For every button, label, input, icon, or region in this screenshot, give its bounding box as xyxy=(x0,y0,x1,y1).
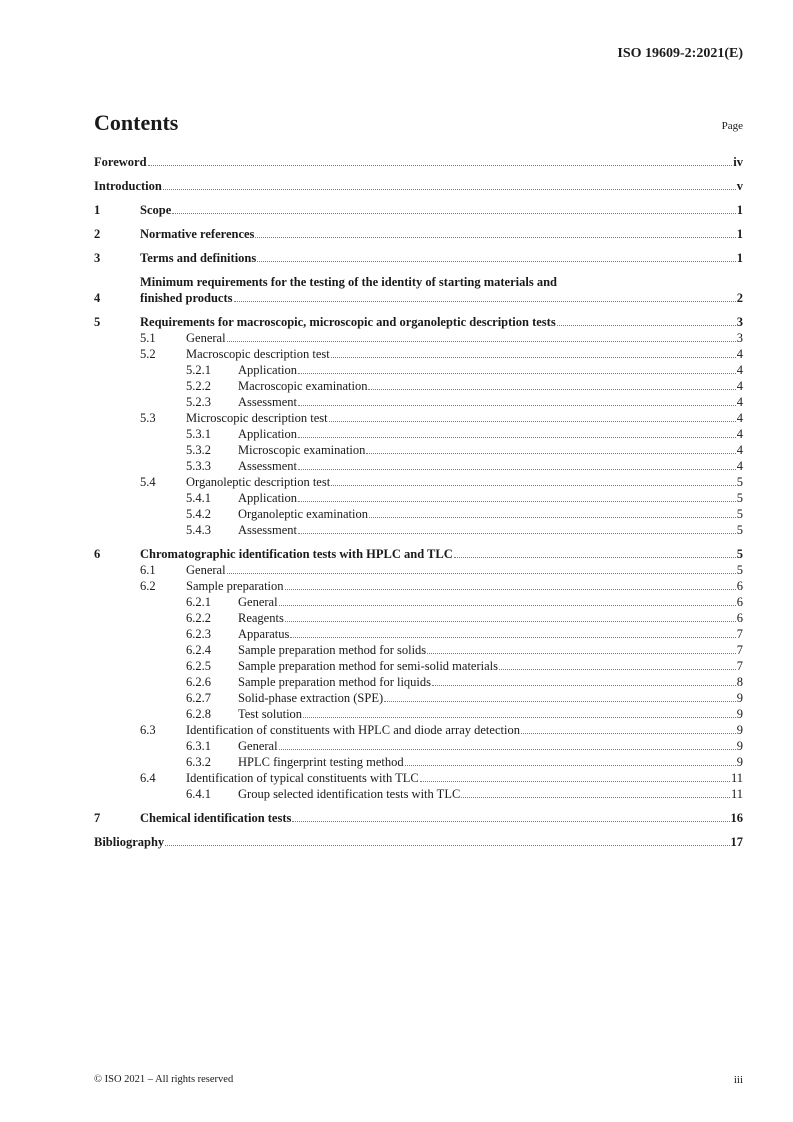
dot-leader xyxy=(227,573,736,574)
toc-entry-title: Scope xyxy=(140,203,172,217)
toc-entry-number: 1 xyxy=(94,203,101,217)
toc-entry-page: 5 xyxy=(736,563,743,577)
page-title: Contents xyxy=(94,110,179,135)
toc-entry-page: 9 xyxy=(736,707,743,721)
page-column-label: Page xyxy=(721,120,743,132)
toc-entry-number: 5.3.1 xyxy=(186,427,211,441)
toc-entry-number: 6.3 xyxy=(140,723,156,737)
dot-leader xyxy=(257,261,736,262)
toc-entry-title: Application xyxy=(238,427,298,441)
toc-entry-page: 4 xyxy=(736,395,743,409)
toc-entry-page: v xyxy=(736,179,743,193)
toc-entry-number: 5.4.1 xyxy=(186,491,211,505)
toc-entry-number: 5.4 xyxy=(140,475,156,489)
toc-entry-number: 5 xyxy=(94,315,101,329)
toc-entry-page: iv xyxy=(733,155,743,169)
dot-leader xyxy=(298,437,736,438)
toc-entry-title: Normative references xyxy=(140,227,255,241)
toc-entry[interactable] xyxy=(94,626,743,642)
toc-entry-page: 4 xyxy=(736,347,743,361)
dot-leader xyxy=(285,589,736,590)
toc-entry-title: Requirements for macroscopic, microscopic and organoleptic description tests xyxy=(140,315,556,329)
toc-entry[interactable] xyxy=(94,178,743,194)
toc-entry-number: 5.4.3 xyxy=(186,523,211,537)
toc-entry[interactable] xyxy=(94,674,743,690)
toc-entry-page: 3 xyxy=(736,315,743,329)
toc-entry[interactable] xyxy=(94,522,743,538)
toc-entry-title: Application xyxy=(238,363,298,377)
toc-entry-number: 5.3.3 xyxy=(186,459,211,473)
toc-entry-page: 7 xyxy=(736,659,743,673)
toc-entry-number: 6.2.4 xyxy=(186,643,211,657)
toc-entry[interactable] xyxy=(94,314,743,330)
toc-entry[interactable] xyxy=(94,394,743,410)
toc-entry-number: 5.1 xyxy=(140,331,156,345)
toc-entry-page: 1 xyxy=(736,251,743,265)
dot-leader xyxy=(454,557,736,558)
dot-leader xyxy=(292,821,729,822)
dot-leader xyxy=(329,421,736,422)
toc-entry-title: Solid-phase extraction (SPE) xyxy=(238,691,384,705)
dot-leader xyxy=(369,517,736,518)
toc-entry-number: 4 xyxy=(94,291,101,305)
toc-entry-number: 6.2.1 xyxy=(186,595,211,609)
toc-entry-number: 5.4.2 xyxy=(186,507,211,521)
toc-entry-page: 4 xyxy=(736,427,743,441)
dot-leader xyxy=(368,389,735,390)
dot-leader xyxy=(331,357,736,358)
toc-entry-title: Introduction xyxy=(94,179,162,193)
copyright-footer: © ISO 2021 – All rights reserved xyxy=(94,1074,234,1085)
toc-entry[interactable] xyxy=(94,154,743,170)
toc-entry-number: 7 xyxy=(94,811,101,825)
toc-entry-title: Macroscopic description test xyxy=(186,347,330,361)
toc-entry[interactable] xyxy=(94,346,743,362)
toc-entry[interactable] xyxy=(94,810,743,826)
toc-entry-title: Bibliography xyxy=(94,835,165,849)
toc-entry-number: 5.2.1 xyxy=(186,363,211,377)
toc-entry-title: Macroscopic examination xyxy=(238,379,368,393)
toc-entry[interactable] xyxy=(94,474,743,490)
toc-entry-page: 8 xyxy=(736,675,743,689)
dot-leader xyxy=(255,237,735,238)
toc-entry[interactable] xyxy=(94,786,743,802)
toc-entry-title: Assessment xyxy=(238,523,298,537)
toc-entry-page: 5 xyxy=(736,523,743,537)
toc-entry-title: Assessment xyxy=(238,459,298,473)
dot-leader xyxy=(366,453,735,454)
toc-entry[interactable] xyxy=(94,426,743,442)
toc-entry-page: 6 xyxy=(736,579,743,593)
toc-entry-number: 6.2.7 xyxy=(186,691,211,705)
toc-entry-page: 11 xyxy=(730,771,743,785)
toc-entry-number: 5.2.3 xyxy=(186,395,211,409)
dot-leader xyxy=(405,765,736,766)
dot-leader xyxy=(279,749,736,750)
toc-entry-title: Chromatographic identification tests with HPLC and TLC xyxy=(140,547,453,561)
toc-entry-title: Identification of typical constituents with TLC xyxy=(186,771,419,785)
toc-entry-title: Chemical identification tests xyxy=(140,811,292,825)
dot-leader xyxy=(172,213,736,214)
document-id-header: ISO 19609-2:2021(E) xyxy=(617,46,743,61)
toc-entry[interactable] xyxy=(94,690,743,706)
dot-leader xyxy=(420,781,730,782)
toc-entry[interactable] xyxy=(94,594,743,610)
toc-entry-title: Assessment xyxy=(238,395,298,409)
toc-entry-page: 11 xyxy=(730,787,743,801)
toc-entry-title: Sample preparation method for liquids xyxy=(238,675,432,689)
dot-leader xyxy=(148,165,733,166)
toc-entry-title: Organoleptic description test xyxy=(186,475,331,489)
toc-entry-number: 6.2.5 xyxy=(186,659,211,673)
dot-leader xyxy=(298,501,736,502)
toc-entry-number: 6.4 xyxy=(140,771,156,785)
toc-entry-title: Reagents xyxy=(238,611,284,625)
toc-entry[interactable] xyxy=(94,546,743,562)
toc-entry-page: 5 xyxy=(736,491,743,505)
dot-leader xyxy=(298,373,736,374)
toc-entry-title: Minimum requirements for the testing of the identity of starting materials and xyxy=(140,275,557,289)
toc-entry[interactable] xyxy=(94,442,743,458)
toc-entry-title: General xyxy=(186,331,226,345)
toc-entry[interactable] xyxy=(94,658,743,674)
dot-leader xyxy=(521,733,736,734)
dot-leader xyxy=(234,301,736,302)
toc-entry[interactable] xyxy=(94,330,743,346)
toc-entry-page: 4 xyxy=(736,411,743,425)
toc-entry-page: 1 xyxy=(736,203,743,217)
dot-leader xyxy=(557,325,736,326)
toc-entry-title: General xyxy=(238,595,278,609)
toc-entry-title: Sample preparation method for semi-solid materials xyxy=(238,659,498,673)
toc-entry-title: Foreword xyxy=(94,155,147,169)
toc-entry-page: 7 xyxy=(736,643,743,657)
toc-entry[interactable] xyxy=(94,490,743,506)
toc-entry[interactable] xyxy=(94,274,743,306)
dot-leader xyxy=(165,845,729,846)
toc-entry-title: Group selected identification tests with TLC xyxy=(238,787,461,801)
toc-entry[interactable] xyxy=(94,834,743,850)
toc-entry-number: 6.2 xyxy=(140,579,156,593)
dot-leader xyxy=(499,669,736,670)
dot-leader xyxy=(279,605,736,606)
toc-entry-page: 5 xyxy=(736,547,743,561)
dot-leader xyxy=(432,685,736,686)
toc-entry-title: Organoleptic examination xyxy=(238,507,368,521)
toc-entry-title: General xyxy=(238,739,278,753)
dot-leader xyxy=(163,189,736,190)
toc-entry-title: General xyxy=(186,563,226,577)
toc-entry[interactable] xyxy=(94,642,743,658)
toc-entry-title: HPLC fingerprint testing method xyxy=(238,755,404,769)
dot-leader xyxy=(461,797,730,798)
toc-entry-page: 4 xyxy=(736,379,743,393)
dot-leader xyxy=(384,701,736,702)
toc-entry-number: 6.2.8 xyxy=(186,707,211,721)
table-of-contents xyxy=(94,154,743,850)
toc-entry[interactable] xyxy=(94,202,743,218)
toc-entry[interactable] xyxy=(94,410,743,426)
toc-entry-title: Sample preparation method for solids xyxy=(238,643,427,657)
toc-entry-title: Terms and definitions xyxy=(140,251,257,265)
toc-entry-title: Identification of constituents with HPLC and diode array detection xyxy=(186,723,520,737)
toc-entry[interactable] xyxy=(94,610,743,626)
toc-entry-page: 9 xyxy=(736,739,743,753)
toc-entry-page: 7 xyxy=(736,627,743,641)
toc-entry-title: Microscopic examination xyxy=(238,443,366,457)
toc-entry[interactable] xyxy=(94,458,743,474)
toc-entry-page: 4 xyxy=(736,363,743,377)
dot-leader xyxy=(298,533,736,534)
dot-leader xyxy=(427,653,736,654)
dot-leader xyxy=(227,341,736,342)
toc-entry[interactable] xyxy=(94,754,743,770)
toc-entry[interactable] xyxy=(94,738,743,754)
toc-entry-number: 6.2.2 xyxy=(186,611,211,625)
toc-entry[interactable] xyxy=(94,362,743,378)
toc-entry-page: 5 xyxy=(736,507,743,521)
toc-entry-page: 4 xyxy=(736,443,743,457)
toc-entry[interactable] xyxy=(94,770,743,786)
toc-entry[interactable] xyxy=(94,706,743,722)
toc-entry-number: 6.3.2 xyxy=(186,755,211,769)
toc-entry-number: 6.4.1 xyxy=(186,787,211,801)
dot-leader xyxy=(331,485,736,486)
toc-entry[interactable] xyxy=(94,506,743,522)
dot-leader xyxy=(298,469,736,470)
toc-entry-number: 2 xyxy=(94,227,101,241)
dot-leader xyxy=(290,637,735,638)
toc-entry[interactable] xyxy=(94,226,743,242)
toc-entry[interactable] xyxy=(94,578,743,594)
toc-entry-number: 6.2.6 xyxy=(186,675,211,689)
toc-entry-page: 9 xyxy=(736,755,743,769)
dot-leader xyxy=(303,717,736,718)
toc-entry[interactable] xyxy=(94,378,743,394)
toc-entry-page: 6 xyxy=(736,611,743,625)
dot-leader xyxy=(298,405,736,406)
toc-entry-number: 5.3.2 xyxy=(186,443,211,457)
toc-entry-page: 9 xyxy=(736,723,743,737)
page-number: iii xyxy=(733,1074,743,1086)
toc-entry-page: 1 xyxy=(736,227,743,241)
toc-entry-title-continued: finished products xyxy=(140,291,233,305)
toc-entry-number: 6 xyxy=(94,547,101,561)
toc-entry-page: 3 xyxy=(736,331,743,345)
toc-entry[interactable] xyxy=(94,722,743,738)
toc-entry-title: Test solution xyxy=(238,707,303,721)
toc-entry-title: Sample preparation xyxy=(186,579,284,593)
dot-leader xyxy=(285,621,736,622)
toc-entry-number: 6.1 xyxy=(140,563,156,577)
toc-entry-page: 4 xyxy=(736,459,743,473)
toc-entry-number: 5.3 xyxy=(140,411,156,425)
toc-entry-title: Microscopic description test xyxy=(186,411,328,425)
toc-entry-number: 5.2.2 xyxy=(186,379,211,393)
toc-entry-title: Apparatus xyxy=(238,627,290,641)
toc-entry-number: 5.2 xyxy=(140,347,156,361)
toc-entry-page: 17 xyxy=(730,835,743,849)
toc-entry-page: 9 xyxy=(736,691,743,705)
toc-entry-number: 6.3.1 xyxy=(186,739,211,753)
toc-entry-number: 3 xyxy=(94,251,101,265)
toc-entry-page: 5 xyxy=(736,475,743,489)
toc-entry-title: Application xyxy=(238,491,298,505)
toc-entry[interactable] xyxy=(94,562,743,578)
toc-entry-page: 16 xyxy=(730,811,743,825)
toc-entry-page: 2 xyxy=(736,291,743,305)
toc-entry-page: 6 xyxy=(736,595,743,609)
toc-entry-number: 6.2.3 xyxy=(186,627,211,641)
toc-entry[interactable] xyxy=(94,250,743,266)
